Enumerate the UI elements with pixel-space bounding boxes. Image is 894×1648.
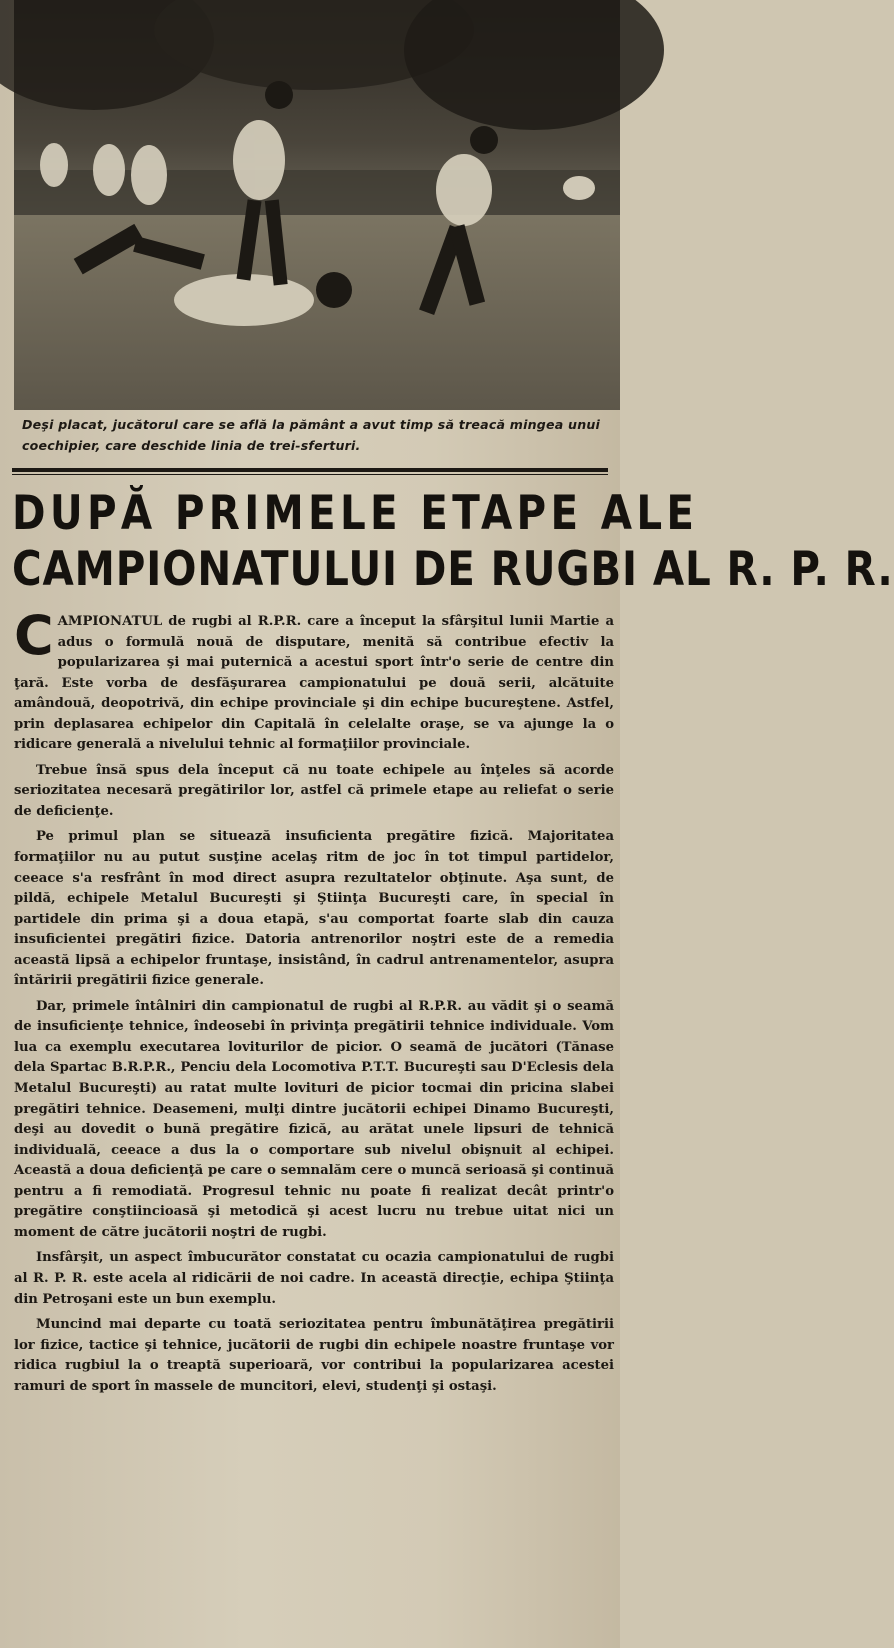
headline <box>12 486 894 598</box>
article-paragraph: Pe primul plan se situează insuficienta pregătire fizică. Majoritatea formaţiilor nu au putut susţine acelaş ritm de joc în tot timpul partidelor, ceeace s'a resfrânt în mod direct asupra rezultatelor obţinute. Aşa sunt, de pildă, echipele Metalul Bucureşti şi Ştiinţa Bucureşti care, în special în partidele din prima şi a doua etapă, s'au comportat foarte slab din cauza insuficientei pregătiri fizice. Datoria antrenorilor noştri este de a remedia această lipsă a echipelor fruntaşe, insistând, în cadrul antrenamentelor, asupra întăririi pregătirii fizice generale. <box>14 829 614 989</box>
headline-line-1: DUPĂ PRIMELE ETAPE ALE <box>12 486 699 541</box>
article-body <box>14 604 614 1402</box>
article-paragraph: Insfârşit, un aspect îmbucurător constatat cu ocazia campionatului de rugbi al R. P. R. este acela al ridicării de noi cadre. In această direcţie, echipa Ştiinţa din Petroşani este un bun exemplu. <box>14 1250 614 1307</box>
divider <box>12 468 608 472</box>
rugby-match-photo-icon <box>14 0 620 410</box>
headline-line-2: CAMPIONATULUI DE RUGBI AL R. P. R. <box>12 542 894 597</box>
article-paragraph: Trebue însă spus dela început că nu toate echipele au înţeles să acorde seriozitatea necesară pregătirilor lor, astfel că primele etape au reliefat o serie de deficienţe. <box>14 762 614 819</box>
article-paragraph: Dar, primele întâlniri din campionatul de rugbi al R.P.R. au vădit şi o seamă de insuficienţe tehnice, îndeosebi în privinţa pregătirii tehnice individuale. Vom lua ca exemplu executarea loviturilor de picior. O seamă de jucători (Tănase dela Spartac B.R.P.R., Penciu dela Locomotiva P.T.T. Bucureşti sau D'Eclesis dela Metalul Bucureşti) au ratat multe lovituri de picior tocmai din pricina slabei pregătiri tehnice. Deasemeni, mulţi dintre jucătorii echipei Dinamo Bucureşti, deşi au dovedit o bună pregătire fizică, au arătat unele lipsuri de tehnică individuală, ceeace a dus la o comportare sub nivelul obişnuit al echipei. Această a doua deficienţă pe care o semnalăm cere o muncă serioasă şi continuă pentru a fi remodiată. Progresul tehnic nu poate fi realizat decât printr'o pregătire conştiincioasă şi metodică şi acest lucru nu trebue uitat nici un moment de către jucătorii noştri de rugbi. <box>14 998 614 1240</box>
drop-cap: C <box>14 604 54 667</box>
article-paragraph: Muncind mai departe cu toată seriozitatea pentru îmbunătăţirea pregătirii lor fizice, tactice şi tehnice, jucătorii de rugbi din echipele noastre fruntaşe vor ridica rugbiul la o treaptă superioară, vor contribui la popularizarea acestei ramuri de sport în massele de muncitori, elevi, studenţi şi ostaşi. <box>14 1317 614 1394</box>
article-paragraph: CAMPIONATUL de rugbi al R.P.R. care a început la sfârşitul lunii Martie a adus o formulă nouă de disputare, menită să contribue efectiv la popularizarea şi mai puternică a acestui sport într'o serie de centre din ţară. Este vorba de desfăşurarea campionatului pe două serii, alcătuite amândouă, deopotrivă, din echipe provinciale şi din echipe bucureştene. Astfel, prin deplasarea echipelor din Capitală în celelalte oraşe, se va ajunge la o ridicare generală a nivelului tehnic al formaţiilor provinciale. <box>14 604 614 753</box>
rugby-match-photo <box>14 0 620 410</box>
divider-thin <box>12 474 608 475</box>
photo-caption: Deşi placat, jucătorul care se află la pământ a avut timp să treacă mingea unui coechipier, care deschide linia de trei-sferturi. <box>22 417 601 453</box>
